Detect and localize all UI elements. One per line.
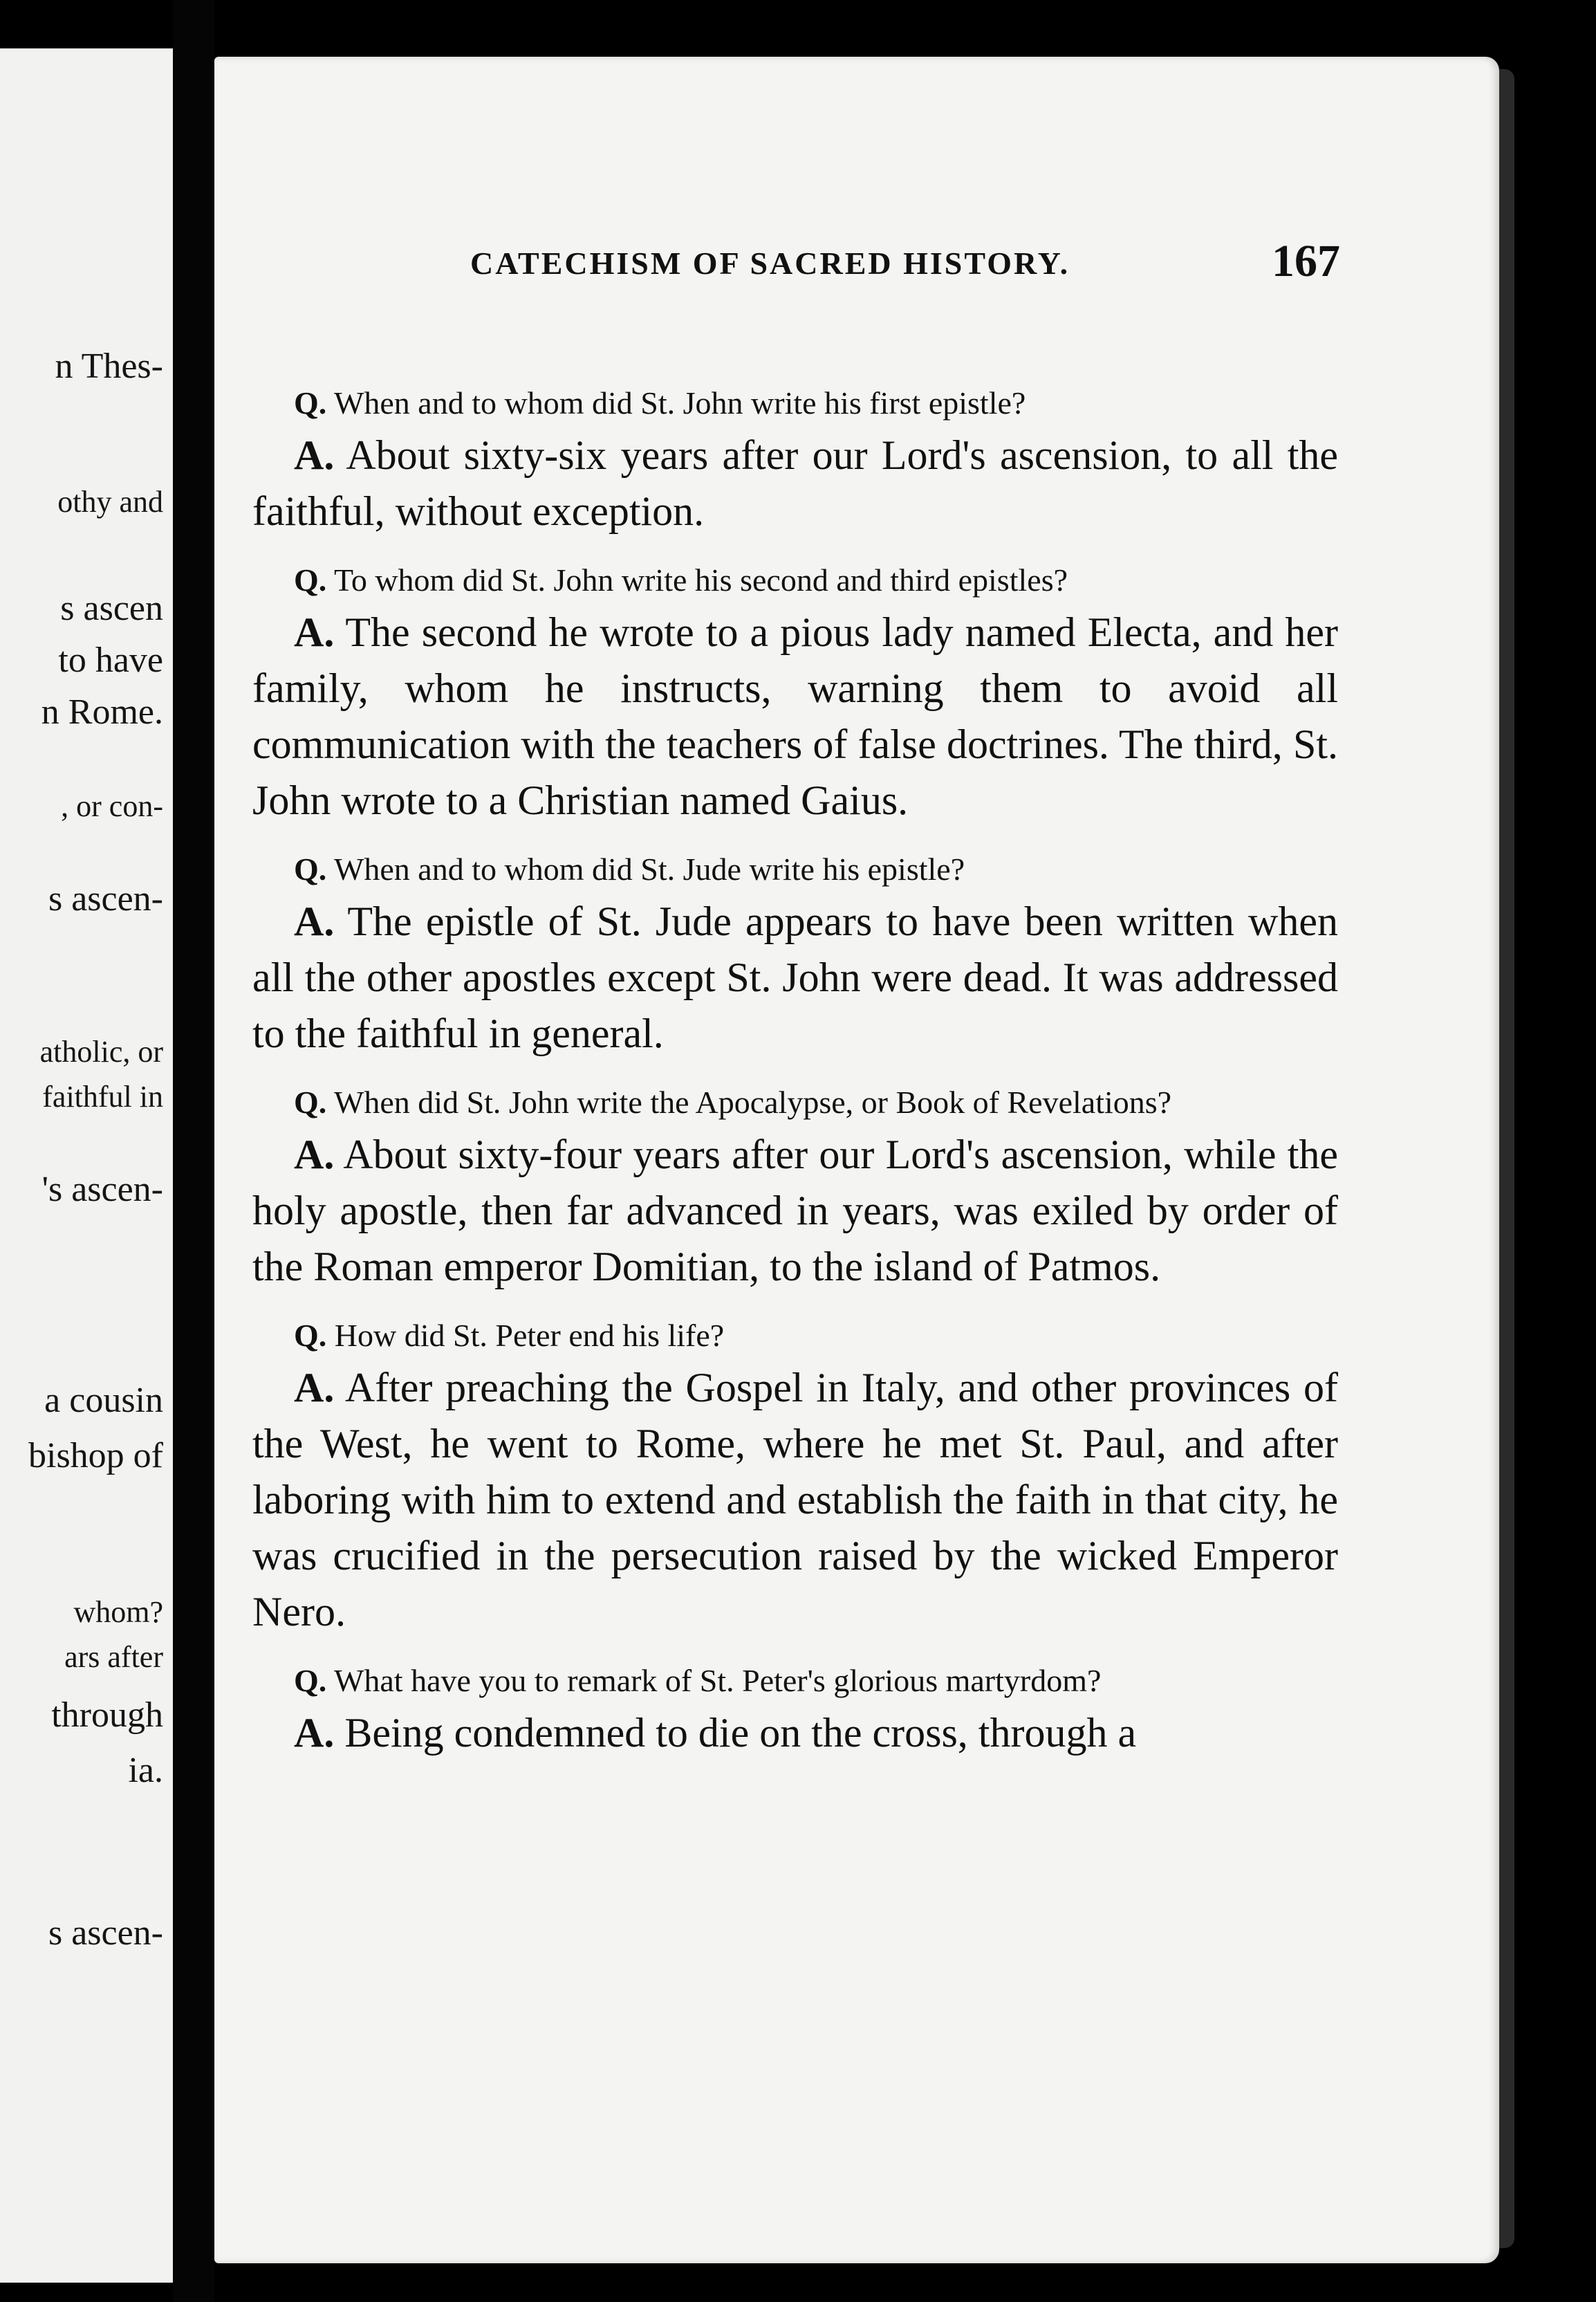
question-text: When and to whom did St. Jude write his epistle? bbox=[333, 851, 965, 887]
facing-page-fragment: ars after bbox=[64, 1640, 163, 1674]
answer-marker: A. bbox=[294, 1365, 335, 1410]
running-head: CATECHISM OF SACRED HISTORY. bbox=[470, 246, 1070, 281]
answer-text: The epistle of St. Jude appears to have been written when all the other apostles except St. John were dead. It was addressed to the faithful in general. bbox=[252, 899, 1339, 1056]
qa-entry bbox=[252, 382, 1338, 540]
answer-text: About sixty-six years after our Lord's ascension, to all the faithful, without exception. bbox=[252, 432, 1338, 534]
page-body bbox=[252, 382, 1338, 1761]
facing-page-fragment: 's ascen- bbox=[41, 1170, 163, 1209]
facing-page-fragment: through bbox=[51, 1695, 163, 1735]
answer-text: After preaching the Gospel in Italy, and other provinces of the West, he went to Rome, where he met St. Paul, and after laboring with him to extend and establish the faith in that city, he was crucified in the persecution raised by the wicked Emperor Nero. bbox=[252, 1365, 1338, 1635]
facing-page-fragment: a cousin bbox=[44, 1381, 163, 1420]
facing-page-fragment: s ascen- bbox=[48, 879, 163, 919]
question-marker: Q. bbox=[294, 851, 327, 887]
facing-page-fragment: othy and bbox=[57, 485, 163, 519]
page-header bbox=[214, 236, 1499, 314]
question-text: When did St. John write the Apocalypse, or Book of Revelations? bbox=[333, 1085, 1172, 1120]
question bbox=[252, 1081, 1338, 1124]
qa-entry bbox=[252, 1295, 1338, 1640]
answer bbox=[252, 1360, 1338, 1640]
answer-text: The second he wrote to a pious lady named Electa, and her family, whom he instructs, warning them to avoid all communication with the teachers of false doctrines. The third, St. John wrote to a Christian named Gaius. bbox=[252, 609, 1339, 823]
facing-page-fragment: whom? bbox=[73, 1595, 163, 1629]
answer bbox=[252, 1705, 1338, 1761]
answer bbox=[252, 427, 1338, 540]
qa-entry bbox=[252, 1062, 1338, 1295]
page-number: 167 bbox=[1272, 236, 1340, 286]
question bbox=[252, 382, 1338, 425]
book-gutter bbox=[173, 0, 214, 2302]
page-edge bbox=[1499, 69, 1514, 2248]
question bbox=[252, 559, 1338, 602]
facing-page-fragment: bishop of bbox=[28, 1436, 163, 1475]
facing-page-fragment: to have bbox=[58, 641, 163, 680]
facing-page-fragment: s ascen- bbox=[48, 1913, 163, 1953]
question-marker: Q. bbox=[294, 1318, 327, 1353]
answer bbox=[252, 894, 1338, 1062]
question-marker: Q. bbox=[294, 1085, 327, 1120]
answer-marker: A. bbox=[294, 432, 335, 478]
facing-page-fragment: n Thes- bbox=[55, 347, 163, 386]
question-text: When and to whom did St. John write his first epistle? bbox=[333, 385, 1026, 421]
facing-page-fragment: faithful in bbox=[42, 1080, 163, 1114]
question-text: To whom did St. John write his second and third epistles? bbox=[333, 562, 1068, 598]
answer-text: Being condemned to die on the cross, through a bbox=[344, 1710, 1137, 1756]
qa-entry bbox=[252, 829, 1338, 1062]
question bbox=[252, 848, 1338, 891]
answer-marker: A. bbox=[294, 1710, 335, 1756]
qa-entry bbox=[252, 1640, 1338, 1761]
facing-page-fragment: n Rome. bbox=[41, 692, 163, 732]
qa-entry bbox=[252, 540, 1338, 829]
facing-page-fragment: atholic, or bbox=[39, 1035, 163, 1069]
answer bbox=[252, 1127, 1338, 1295]
question bbox=[252, 1314, 1338, 1357]
answer bbox=[252, 605, 1338, 829]
question-text: How did St. Peter end his life? bbox=[334, 1318, 725, 1353]
answer-marker: A. bbox=[294, 609, 335, 655]
question bbox=[252, 1659, 1338, 1702]
facing-page-left bbox=[0, 48, 173, 2283]
answer-marker: A. bbox=[294, 1132, 335, 1177]
question-marker: Q. bbox=[294, 562, 327, 598]
answer-text: About sixty-four years after our Lord's ascension, while the holy apostle, then far advanced in years, was exiled by order of the Roman emperor Domitian, to the island of Patmos. bbox=[252, 1132, 1338, 1289]
question-marker: Q. bbox=[294, 1663, 327, 1698]
answer-marker: A. bbox=[294, 899, 335, 944]
facing-page-fragment: ia. bbox=[128, 1751, 163, 1790]
question-marker: Q. bbox=[294, 385, 327, 421]
facing-page-fragment: , or con- bbox=[61, 789, 163, 823]
book-page bbox=[214, 57, 1499, 2263]
question-text: What have you to remark of St. Peter's glorious martyrdom? bbox=[333, 1663, 1102, 1698]
facing-page-fragment: s ascen bbox=[60, 589, 163, 628]
